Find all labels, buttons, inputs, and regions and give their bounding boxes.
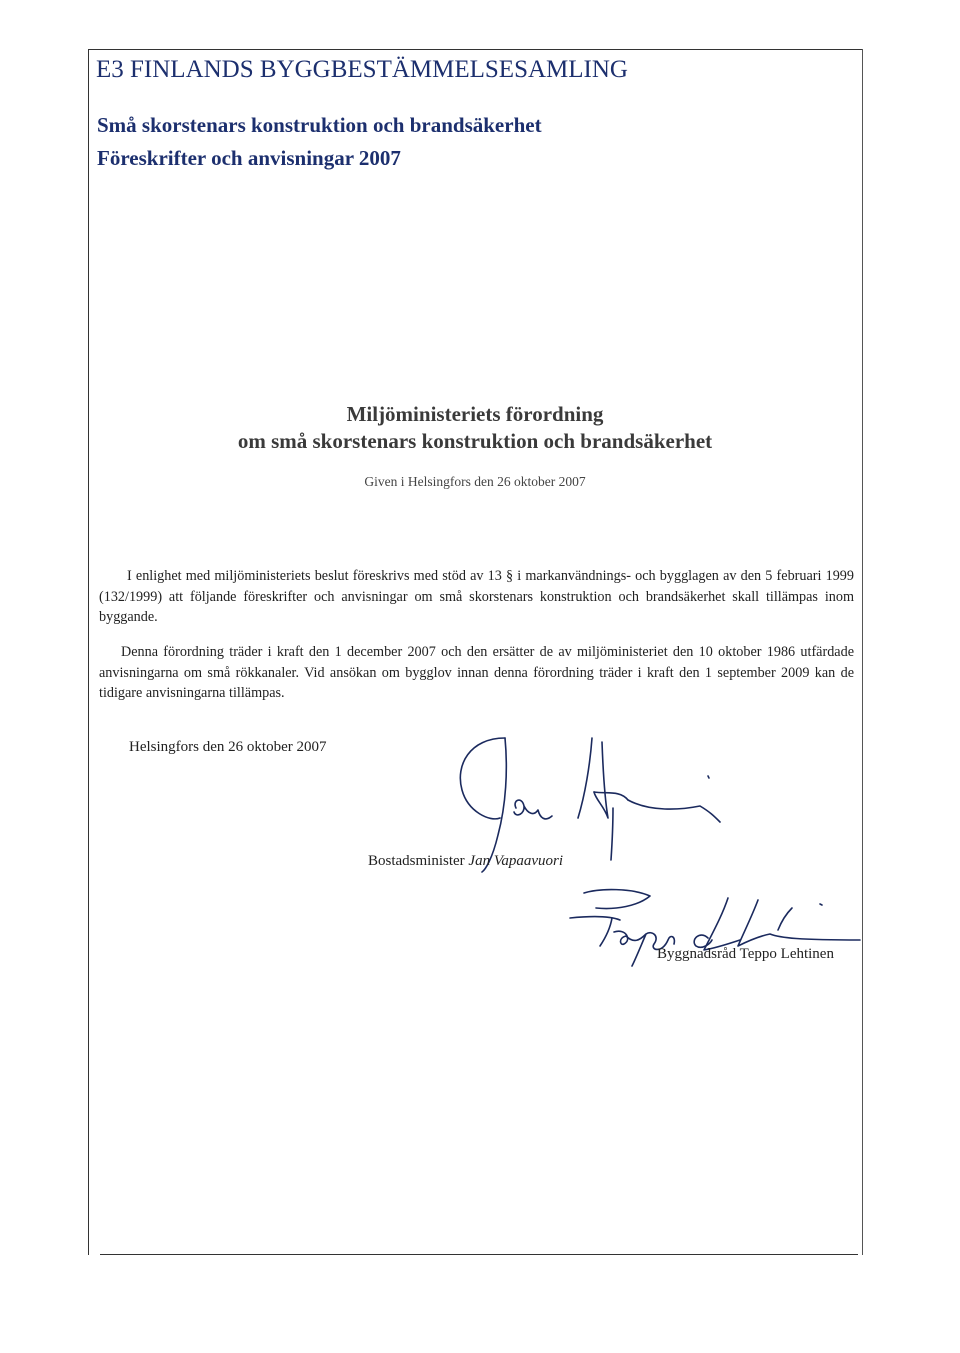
minister-signature xyxy=(460,738,720,872)
frame-right-border xyxy=(862,49,863,1255)
counsellor-signature-block: Byggnadsråd Teppo Lehtinen xyxy=(657,946,834,962)
body-paragraph-2: Denna förordning träder i kraft den 1 december 2007 och den ersätter de av miljöministeriet den 10 oktober 1986 utfärdade anvisningarna om små rökkanaler. Vid ansökan om bygglov innan denna förordning träder i kraft den 1 september 2009 kan de tidigare anvisningarna tillämpas. xyxy=(99,644,854,701)
minister-signature-block xyxy=(368,853,563,870)
minister-title: Bostadsminister xyxy=(368,853,465,869)
decree-heading-line2: om små skorstenars konstruktion och brandsäkerhet xyxy=(237,429,713,453)
decree-heading-line1: Miljöministeriets förordning xyxy=(346,402,604,426)
document-title: Små skorstenars konstruktion och brandsäkerhet xyxy=(97,113,542,137)
frame-top-border xyxy=(88,49,863,50)
signing-place-date: Helsingfors den 26 oktober 2007 xyxy=(129,739,327,755)
collection-title: E3 FINLANDS BYGGBESTÄMMELSESAMLING xyxy=(96,56,628,83)
body-paragraph-1: I enlighet med miljöministeriets beslut föreskrivs med stöd av 13 § i markanvändnings- och bygglagen av den 5 februari 1999 (132/1999) att följande föreskrifter och anvisningar om små skorstenars konstruktion och brandsäkerhet skall tillämpas inom byggande. xyxy=(99,568,854,625)
minister-name: Jan Vapaavuori xyxy=(468,853,563,869)
given-date-line: Given i Helsingfors den 26 oktober 2007 xyxy=(364,474,586,489)
frame-bottom-border xyxy=(100,1254,858,1255)
document-subtitle: Föreskrifter och anvisningar 2007 xyxy=(97,146,401,170)
frame-left-border xyxy=(88,49,89,1255)
